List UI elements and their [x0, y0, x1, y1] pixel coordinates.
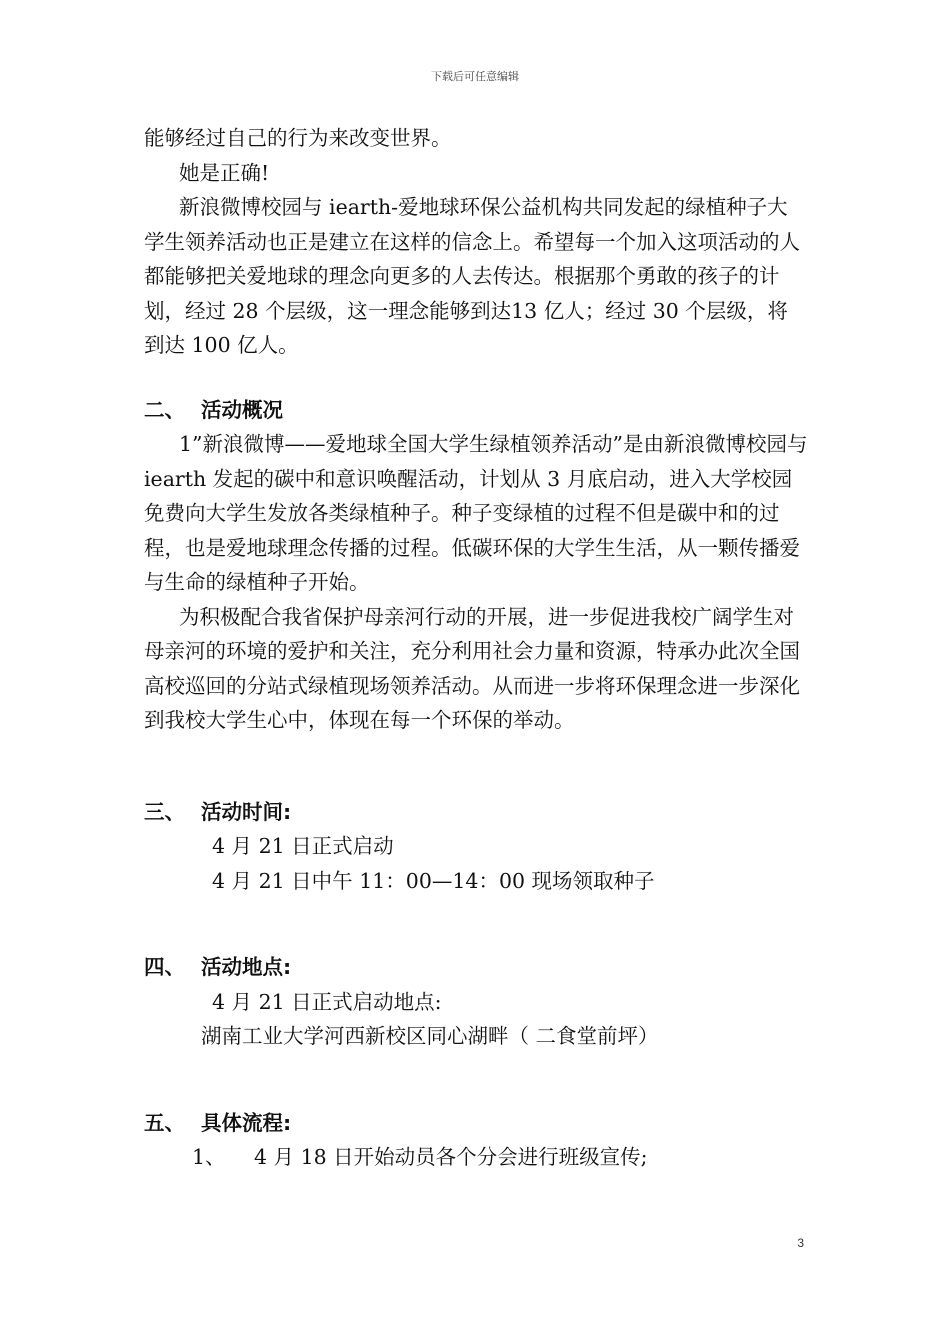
paragraph: 1”新浪微博——爱地球全国大学生绿植领养活动”是由新浪微博校园与 iearth 发起的碳中和意识唤醒活动，计划从 3 月底启动，进入大学校园免费向大学生发放各类绿植种子。种子变绿植的过程不但是碳中和的过程，也是爱地球理念传播的过程。低碳环保的大学生生活，从一颗传播爱与生命的绿植种子开始。 — [144, 432, 808, 594]
paragraph: 能够经过自己的行为来改变世界。 — [144, 126, 452, 150]
section-heading-location — [144, 950, 808, 985]
section-title: 活动时间: — [201, 799, 292, 824]
section-heading-time — [144, 795, 808, 830]
time-line: 4 月 21 日中午 11：00—14：00 现场领取种子 — [212, 868, 655, 893]
paragraph: 新浪微博校园与 iearth-爱地球环保公益机构共同发起的绿植种子大学生领养活动也正是建立在这样的信念上。希望每一个加入这项活动的人都能够把关爱地球的理念向更多的人去传达。根据那个勇敢的孩子的计划，经过 28 个层级，这一理念能够到达13 亿人；经过 30 个层级，将到达 100 亿人。 — [144, 195, 800, 357]
time-line: 4 月 21 日正式启动 — [212, 834, 394, 858]
section-title: 活动地点: — [201, 955, 292, 979]
location-line: 4 月 21 日正式启动地点: — [212, 989, 442, 1014]
section-title: 活动概况 — [201, 397, 283, 422]
list-item-number: 1、 — [192, 1145, 226, 1169]
section-number: 四、 — [144, 955, 185, 979]
list-item-text: 4 月 18 日开始动员各个分会进行班级宣传; — [254, 1145, 648, 1169]
section-heading-process — [144, 1106, 808, 1141]
page-header: 下载后可任意编辑 — [431, 70, 519, 83]
section-number: 二、 — [144, 397, 185, 422]
paragraph: 她是正确! — [179, 160, 270, 185]
page-number: 3 — [797, 1236, 804, 1250]
location-line: 湖南工业大学河西新校区同心湖畔（ 二食堂前坪） — [201, 1024, 659, 1048]
section-number: 三、 — [144, 799, 185, 824]
document-body — [144, 121, 808, 1175]
section-heading-overview — [144, 393, 808, 428]
paragraph: 为积极配合我省保护母亲河行动的开展，进一步促进我校广阔学生对母亲河的环境的爱护和关注，充分利用社会力量和资源，特承办此次全国高校巡回的分站式绿植现场领养活动。从而进一步将环保理念进一步深化到我校大学生心中，体现在每一个环保的举动。 — [144, 604, 800, 732]
section-number: 五、 — [144, 1110, 185, 1135]
list-item — [144, 1140, 808, 1175]
section-title: 具体流程: — [201, 1110, 292, 1135]
